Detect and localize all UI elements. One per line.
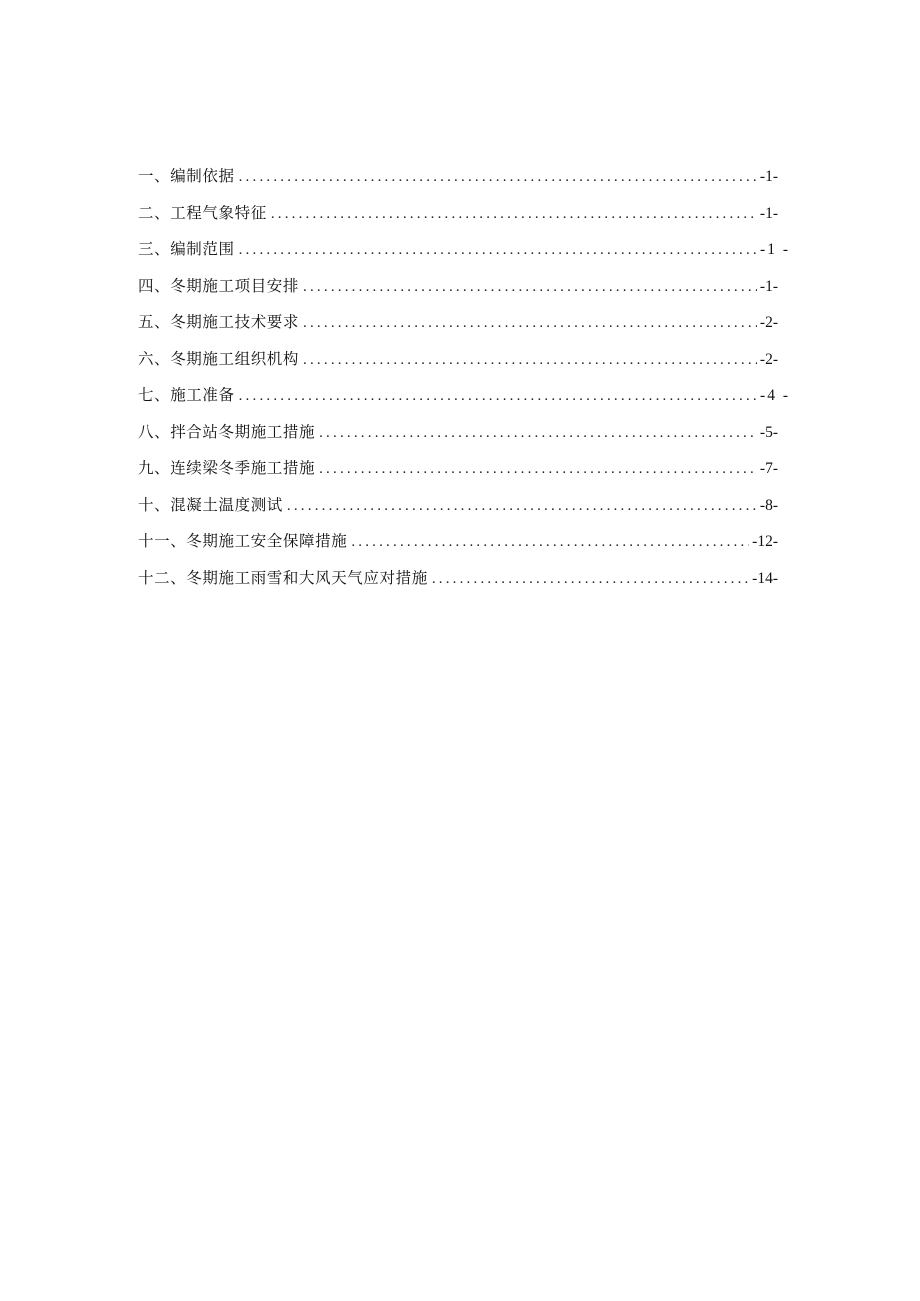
toc-entry-title: 七、施工准备 [138,386,235,404]
toc-entry-page: -7- [759,460,778,477]
toc-entry-page: -14- [752,569,778,587]
toc-entry-page: -1- [759,168,778,185]
toc-entry-page: -1- [759,277,778,295]
toc-entry-page: -12- [752,533,778,550]
toc-entry-title: 六、冬期施工组织机构 [138,349,300,368]
toc-dot-leader [319,415,757,452]
toc-entry-page: -2- [759,350,778,368]
toc-entry-page: -1 - [760,241,790,258]
toc-entry[interactable] [138,523,778,560]
table-of-contents [138,158,790,596]
toc-entry[interactable] [138,231,790,268]
toc-entry[interactable] [138,195,778,232]
toc-entry[interactable] [138,414,778,451]
toc-dot-leader [303,269,757,306]
toc-dot-leader [239,378,757,415]
toc-entry[interactable] [138,341,778,378]
toc-entry-title: 二、工程气象特征 [138,203,267,222]
toc-dot-leader [432,561,749,598]
toc-entry-title: 五、冬期施工技术要求 [138,313,300,331]
toc-dot-leader [303,342,757,379]
toc-entry-title: 十二、冬期施工雨雪和大风天气应对措施 [138,568,428,587]
toc-dot-leader [319,451,757,488]
toc-entry[interactable] [138,158,778,195]
toc-dot-leader [239,159,757,196]
toc-dot-leader [303,305,757,342]
toc-entry[interactable] [138,560,778,597]
toc-dot-leader [351,524,749,561]
toc-entry-title: 三、编制范围 [138,240,235,258]
toc-entry-page: -1- [759,204,778,222]
toc-entry-title: 九、连续梁冬季施工措施 [138,459,316,477]
toc-entry[interactable] [138,377,790,414]
toc-entry[interactable] [138,268,778,305]
toc-dot-leader [271,196,757,233]
toc-entry-title: 八、拌合站冬期施工措施 [138,422,316,441]
toc-entry-page: -4 - [760,387,790,404]
toc-entry-title: 十一、冬期施工安全保障措施 [138,532,348,550]
toc-entry-page: -8- [759,496,778,514]
toc-entry[interactable] [138,487,778,524]
toc-dot-leader [239,232,757,269]
toc-entry[interactable] [138,450,778,487]
toc-dot-leader [287,488,757,525]
toc-entry-title: 四、冬期施工项目安排 [138,276,300,295]
toc-entry[interactable] [138,304,778,341]
toc-entry-title: 一、编制依据 [138,167,235,185]
toc-entry-title: 十、混凝土温度测试 [138,495,283,514]
toc-entry-page: -2- [759,314,778,331]
toc-entry-page: -5- [759,423,778,441]
